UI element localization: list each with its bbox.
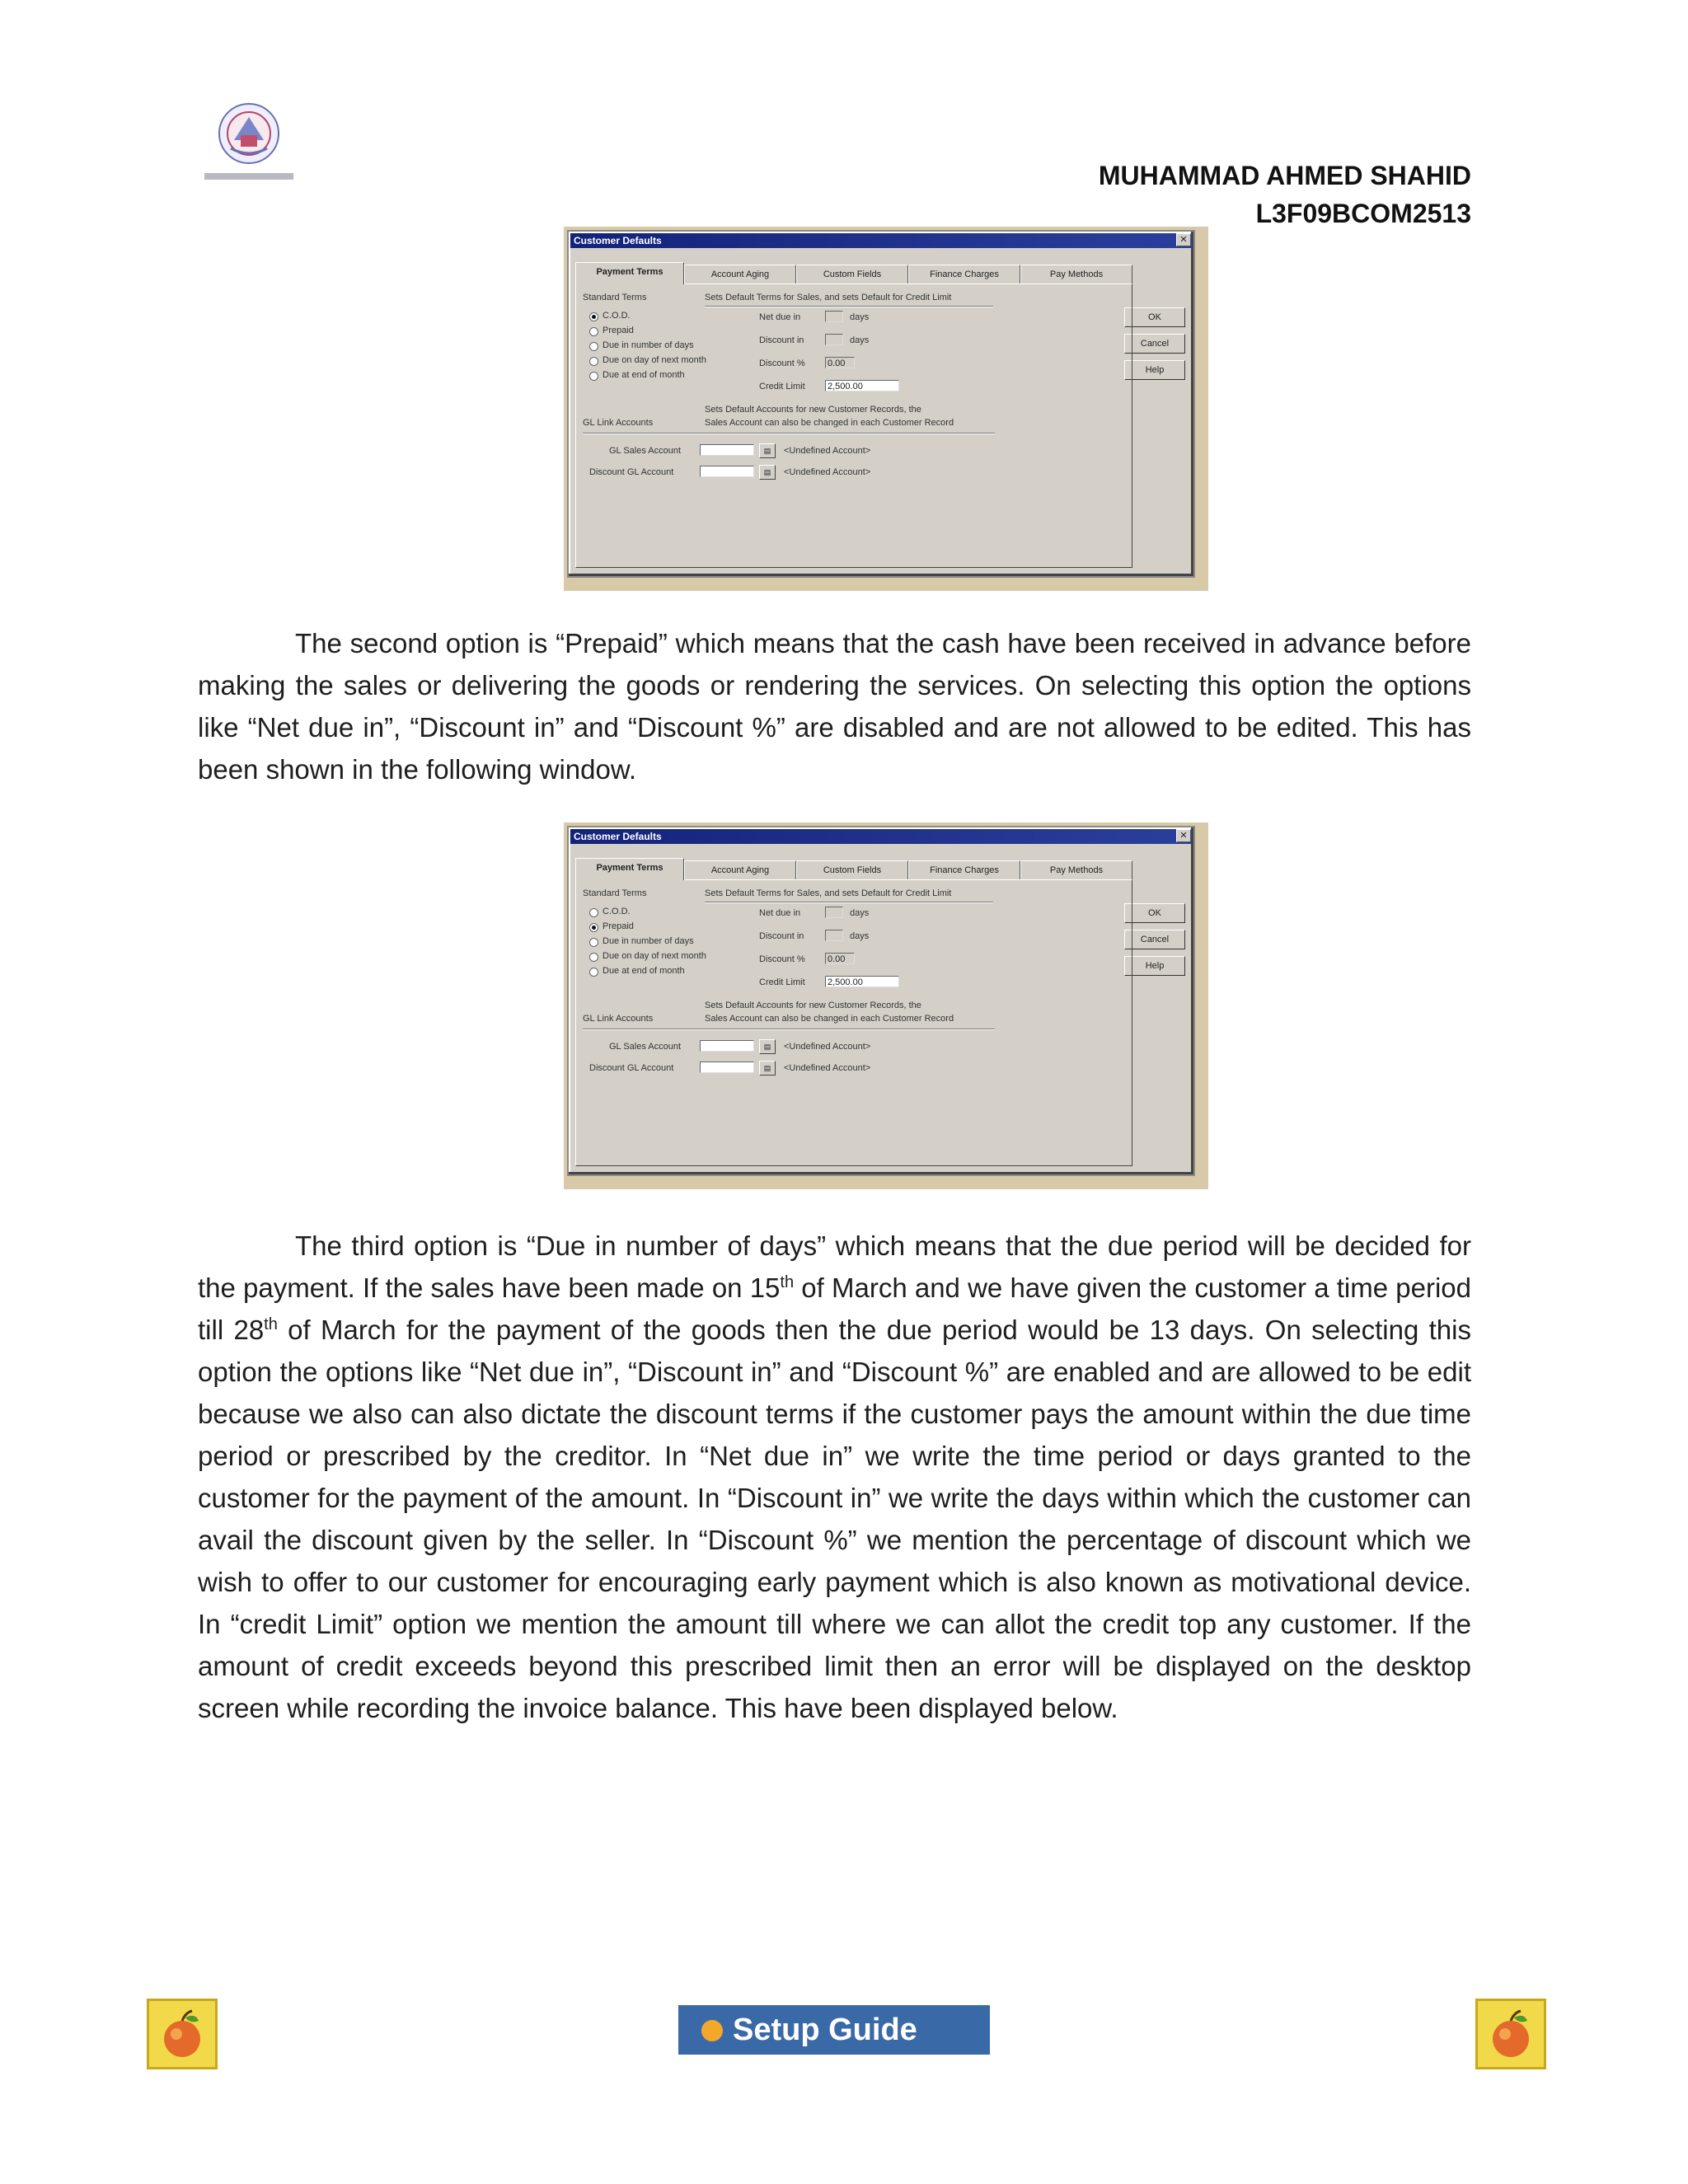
divider xyxy=(705,902,993,903)
dialog-title: Customer Defaults xyxy=(570,829,1192,844)
undefined-account-label: <Undefined Account> xyxy=(784,1063,871,1073)
radio-due-in-days[interactable] xyxy=(589,938,598,947)
tab-pay-methods[interactable]: Pay Methods xyxy=(1020,860,1132,879)
close-icon[interactable]: ✕ xyxy=(1176,233,1191,246)
gl-link-accounts-label: GL Link Accounts xyxy=(583,1014,654,1024)
undefined-account-label: <Undefined Account> xyxy=(784,1042,871,1052)
divider xyxy=(583,433,995,434)
term-option-label: Due at end of month xyxy=(603,966,685,976)
setup-guide-label: Setup Guide xyxy=(733,2013,917,2047)
term-option-label: C.O.D. xyxy=(603,907,631,916)
paragraph-text-part: of March for the payment of the goods then the due period would be 13 days. On selecting this option the options like “Net due in”, “Discount in” and “Discount %” are enabled and are allowed to be edit because we also can also dictate the discount terms if the customer pays the amount within the due time period or prescribed by the creditor. In “Net due in” we write the time period or days granted to the customer for the payment of the amount. In “Discount in” we write the days within which the customer can avail the discount given by the seller. In “Discount %” we mention the percentage of discount which we wish to offer to our customer for encouraging early payment which is also known as motivational device. In “credit Limit” option we mention the amount till where we can allot the credit top any customer. If the amount of credit exceeds beyond this prescribed limit then an error will be displayed on the desktop screen while recording the invoice balance. This have been displayed below. xyxy=(198,1315,1471,1723)
lookup-icon[interactable]: ▤ xyxy=(759,465,776,480)
screenshot-cod xyxy=(564,227,1208,591)
gl-description-2: Sales Account can also be changed in each Customer Record xyxy=(705,418,954,428)
credit-limit-label: Credit Limit xyxy=(759,977,805,987)
undefined-account-label: <Undefined Account> xyxy=(784,467,871,477)
discount-gl-account-input[interactable] xyxy=(700,1062,754,1073)
radio-due-next-month[interactable] xyxy=(589,953,598,962)
paragraph-text-part: of March and we have given the customer a time period till 28 xyxy=(198,1272,1471,1345)
tab-custom-fields[interactable]: Custom Fields xyxy=(796,265,908,284)
gl-description-1: Sets Default Accounts for new Customer Records, the xyxy=(705,1001,921,1010)
net-due-in-label: Net due in xyxy=(759,908,801,918)
discount-in-label: Discount in xyxy=(759,931,804,941)
cancel-button[interactable]: Cancel xyxy=(1124,930,1185,949)
net-due-in-field xyxy=(825,311,843,322)
help-button[interactable]: Help xyxy=(1124,956,1185,976)
term-option-label: Due in number of days xyxy=(603,936,694,946)
student-id: L3F09BCOM2513 xyxy=(1255,199,1471,228)
paragraph-prepaid xyxy=(198,622,1471,790)
apple-icon-graphic xyxy=(1478,2001,1544,2067)
discount-in-field xyxy=(825,930,843,941)
customer-defaults-dialog xyxy=(567,230,1195,578)
gl-description-2: Sales Account can also be changed in each Customer Record xyxy=(705,1014,954,1024)
net-due-in-field xyxy=(825,907,843,918)
term-option-label: Due at end of month xyxy=(603,370,685,380)
divider xyxy=(583,1029,995,1030)
paragraph-text xyxy=(198,1225,1471,1729)
discount-pct-field: 0.00 xyxy=(825,357,855,368)
discount-pct-label: Discount % xyxy=(759,359,805,368)
net-due-in-label: Net due in xyxy=(759,312,801,322)
credit-limit-label: Credit Limit xyxy=(759,382,805,391)
days-label: days xyxy=(850,312,870,322)
days-label: days xyxy=(850,931,870,941)
payment-terms-panel xyxy=(575,879,1132,1166)
ok-button[interactable]: OK xyxy=(1124,307,1185,327)
gl-sales-account-label: GL Sales Account xyxy=(609,1042,682,1052)
divider xyxy=(705,306,993,307)
discount-gl-account-label: Discount GL Account xyxy=(589,1063,674,1073)
tab-bar xyxy=(575,265,1136,284)
setup-guide-badge xyxy=(678,2005,990,2055)
tab-finance-charges[interactable]: Finance Charges xyxy=(908,860,1020,879)
credit-limit-field[interactable]: 2,500.00 xyxy=(825,380,899,391)
standard-terms-label: Standard Terms xyxy=(583,293,647,302)
paragraph-due-in-days xyxy=(198,1225,1471,1729)
term-option-label: Due on day of next month xyxy=(603,951,706,961)
dialog-title: Customer Defaults xyxy=(570,233,1192,248)
help-button[interactable]: Help xyxy=(1124,360,1185,380)
payment-terms-panel xyxy=(575,284,1132,568)
radio-due-next-month[interactable] xyxy=(589,357,598,366)
term-option-label: Prepaid xyxy=(603,921,634,931)
credit-limit-field[interactable]: 2,500.00 xyxy=(825,976,899,987)
tab-payment-terms[interactable]: Payment Terms xyxy=(575,262,684,284)
gl-sales-account-input[interactable] xyxy=(700,444,754,456)
lookup-icon[interactable]: ▤ xyxy=(759,1061,776,1076)
tab-bar xyxy=(575,860,1136,880)
tab-custom-fields[interactable]: Custom Fields xyxy=(796,860,908,879)
paragraph-text: The second option is “Prepaid” which means that the cash have been received in advance before making the sales or delivering the goods or rendering the services. On selecting this option the options like “Net due in”, “Discount in” and “Discount %” are disabled and are not allowed to be edited. This has been shown in the following window. xyxy=(198,628,1471,785)
undefined-account-label: <Undefined Account> xyxy=(784,446,871,456)
apple-icon xyxy=(147,1999,218,2069)
apple-icon xyxy=(1475,1999,1546,2069)
terms-description: Sets Default Terms for Sales, and sets Default for Credit Limit xyxy=(705,293,952,302)
discount-in-label: Discount in xyxy=(759,335,804,345)
discount-gl-account-input[interactable] xyxy=(700,466,754,477)
discount-in-field xyxy=(825,334,843,345)
bullet-dot-icon xyxy=(701,2020,723,2041)
gl-sales-account-input[interactable] xyxy=(700,1040,754,1052)
paragraph-text-part: The third option is “Due in number of days” which means that the due period will be decided for the payment. If the sales have been made on 15 xyxy=(198,1230,1471,1303)
tab-account-aging[interactable]: Account Aging xyxy=(684,265,796,284)
discount-gl-account-label: Discount GL Account xyxy=(589,467,674,477)
lookup-icon[interactable]: ▤ xyxy=(759,443,776,458)
radio-cod[interactable] xyxy=(589,908,598,917)
screenshot-prepaid xyxy=(564,823,1208,1189)
gl-sales-account-label: GL Sales Account xyxy=(609,446,682,456)
gl-link-accounts-label: GL Link Accounts xyxy=(583,418,654,428)
apple-icon-graphic xyxy=(149,2001,215,2067)
radio-due-in-days[interactable] xyxy=(589,342,598,351)
customer-defaults-dialog xyxy=(567,826,1195,1176)
close-icon[interactable]: ✕ xyxy=(1176,829,1191,842)
term-option-label: Prepaid xyxy=(603,326,634,335)
days-label: days xyxy=(850,335,870,345)
gl-description-1: Sets Default Accounts for new Customer Records, the xyxy=(705,405,921,415)
radio-prepaid[interactable] xyxy=(589,327,598,336)
cancel-button[interactable]: Cancel xyxy=(1124,334,1185,354)
tab-account-aging[interactable]: Account Aging xyxy=(684,860,796,879)
tab-finance-charges[interactable]: Finance Charges xyxy=(908,265,1020,284)
author-name: MUHAMMAD AHMED SHAHID xyxy=(1098,161,1471,190)
tab-pay-methods[interactable]: Pay Methods xyxy=(1020,265,1132,284)
terms-description: Sets Default Terms for Sales, and sets Default for Credit Limit xyxy=(705,888,952,898)
discount-pct-field: 0.00 xyxy=(825,953,855,964)
superscript: th xyxy=(264,1315,278,1333)
radio-due-end-of-month[interactable] xyxy=(589,372,598,381)
lookup-icon[interactable]: ▤ xyxy=(759,1039,776,1054)
term-option-label: Due in number of days xyxy=(603,340,694,350)
radio-prepaid[interactable] xyxy=(589,923,598,932)
discount-pct-label: Discount % xyxy=(759,954,805,964)
ok-button[interactable]: OK xyxy=(1124,903,1185,923)
university-seal-icon xyxy=(198,97,300,188)
standard-terms-label: Standard Terms xyxy=(583,888,647,898)
radio-due-end-of-month[interactable] xyxy=(589,968,598,977)
superscript: th xyxy=(780,1273,795,1291)
term-option-label: Due on day of next month xyxy=(603,355,706,365)
tab-payment-terms[interactable]: Payment Terms xyxy=(575,858,684,880)
days-label: days xyxy=(850,908,870,918)
author-block xyxy=(1099,157,1471,232)
radio-cod[interactable] xyxy=(589,312,598,321)
term-option-label: C.O.D. xyxy=(603,311,631,321)
